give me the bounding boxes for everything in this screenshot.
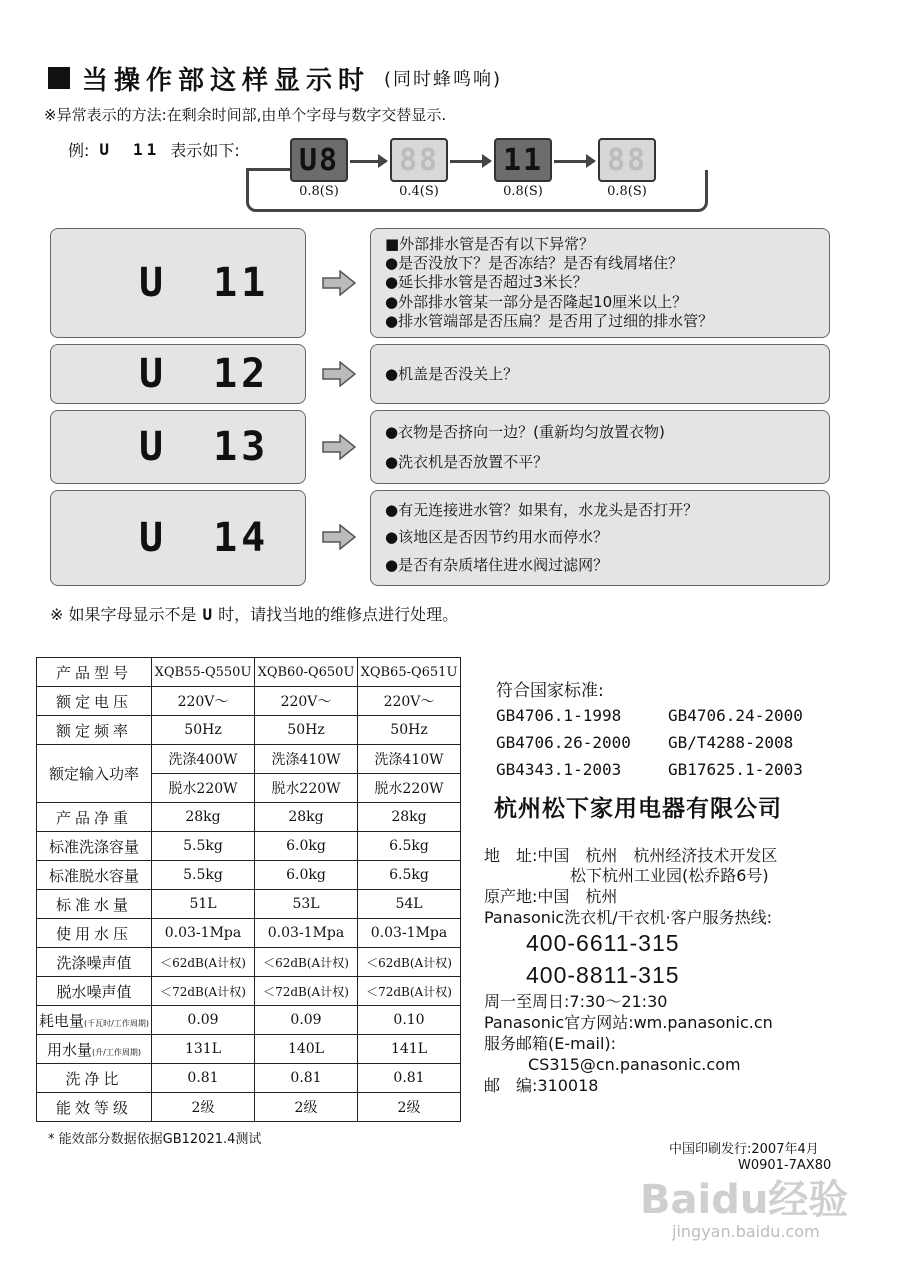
cause-line: ●是否有杂质堵住进水阀过滤网？ — [385, 555, 609, 574]
table-row — [37, 658, 461, 687]
display-step-1-time: 0.8(S) — [299, 184, 339, 199]
footnote-suffix: 时，请找当地的维修点进行处理。 — [218, 605, 459, 624]
cell-value: ＜62dB(A计权) — [152, 948, 255, 977]
print-code: W0901-7AX80 — [738, 1158, 832, 1173]
display-step-3-time: 0.8(S) — [503, 184, 543, 199]
cell-value: 洗涤410W — [358, 745, 461, 774]
table-header-label: 产品型号 — [37, 658, 152, 687]
row-label: 使用水压 — [37, 919, 152, 948]
cell-value: 28kg — [152, 803, 255, 832]
email-label: 服务邮箱(E-mail): — [484, 1034, 617, 1053]
row-label-unit: (升/工作周期) — [92, 1047, 141, 1057]
cell-value: 0.81 — [255, 1064, 358, 1093]
cell-value: 脱水220W — [152, 774, 255, 803]
cell-value: 0.09 — [255, 1006, 358, 1035]
cause-line: ●延长排水管是否超过3米长？ — [385, 273, 588, 292]
cell-value: 50Hz — [255, 716, 358, 745]
table-row — [37, 1093, 461, 1122]
table-row — [37, 977, 461, 1006]
cause-line: ●该地区是否因节约用水而停水？ — [385, 528, 609, 547]
table-row — [37, 832, 461, 861]
code-letter: U — [139, 515, 168, 561]
cell-value: 0.81 — [358, 1064, 461, 1093]
cell-value: 131L — [152, 1035, 255, 1064]
error-code-u12 — [50, 344, 306, 404]
right-arrow-icon — [322, 524, 356, 550]
example-suffix: 表示如下: — [170, 141, 240, 160]
cell-value: 0.09 — [152, 1006, 255, 1035]
cause-line: ●洗衣机是否放置不平？ — [385, 452, 549, 471]
cell-value: 2级 — [255, 1093, 358, 1122]
model-name: XQB65-Q651U — [358, 658, 461, 687]
standard-item: GB4706.26-2000 — [496, 733, 631, 752]
cell-value: ＜72dB(A计权) — [152, 977, 255, 1006]
company-name: 杭州松下家用电器有限公司 — [494, 796, 782, 822]
cell-value: 50Hz — [152, 716, 255, 745]
postcode: 邮 编:310018 — [484, 1076, 599, 1095]
error-code-u11 — [50, 228, 306, 338]
table-row — [37, 1035, 461, 1064]
energy-test-note: * 能效部分数据依据GB12021.4测试 — [48, 1132, 262, 1147]
error-u12-causes — [370, 344, 830, 404]
model-name: XQB60-Q650U — [255, 658, 358, 687]
flow-arrow-icon — [450, 160, 490, 163]
row-label: 标准脱水容量 — [37, 861, 152, 890]
spec-table — [36, 657, 461, 1122]
standard-item: GB4706.1-1998 — [496, 706, 622, 725]
row-label: 标准洗涤容量 — [37, 832, 152, 861]
page-subtitle: (同时蜂鸣响) — [384, 69, 503, 90]
email-address: CS315@cn.panasonic.com — [528, 1055, 741, 1074]
code-letter: U — [139, 260, 168, 306]
display-method-note: ※异常表示的方法:在剩余时间部,由单个字母与数字交替显示. — [44, 106, 447, 124]
print-info: 中国印刷发行:2007年4月 — [669, 1142, 819, 1157]
table-row — [37, 716, 461, 745]
table-row — [37, 745, 461, 774]
display-step-1 — [290, 138, 348, 182]
service-hours: 周一至周日:7:30～21:30 — [484, 992, 668, 1011]
cell-value: 141L — [358, 1035, 461, 1064]
cause-line: ●机盖是否没关上？ — [385, 364, 519, 383]
cell-value: 5.5kg — [152, 861, 255, 890]
error-code-u13 — [50, 410, 306, 484]
cell-value: 脱水220W — [255, 774, 358, 803]
display-step-1-text: U8 — [298, 142, 340, 178]
error-code-u14 — [50, 490, 306, 586]
hotline-number: 400-8811-315 — [526, 962, 680, 988]
row-label-text: 耗电量 — [39, 1011, 85, 1030]
right-arrow-icon — [322, 361, 356, 387]
cell-value: 6.5kg — [358, 861, 461, 890]
row-label: 额定输入功率 — [37, 745, 152, 803]
row-label — [37, 1035, 152, 1064]
flow-loop-top-line — [246, 168, 294, 171]
row-label: 能效等级 — [37, 1093, 152, 1122]
hotline-number: 400-6611-315 — [526, 930, 680, 956]
hotline-label: Panasonic洗衣机/干衣机·客户服务热线: — [484, 908, 773, 927]
cell-value: ＜72dB(A计权) — [255, 977, 358, 1006]
repair-footnote — [50, 602, 458, 625]
cell-value: 0.10 — [358, 1006, 461, 1035]
cell-value: 6.5kg — [358, 832, 461, 861]
table-row — [37, 687, 461, 716]
example-code-letter: U — [99, 140, 114, 159]
cell-value: 0.81 — [152, 1064, 255, 1093]
row-label-text: 用水量 — [47, 1040, 93, 1059]
error-u14-causes — [370, 490, 830, 586]
table-row — [37, 890, 461, 919]
cell-value: 0.03-1Mpa — [358, 919, 461, 948]
cell-value: ＜62dB(A计权) — [255, 948, 358, 977]
square-bullet-icon — [48, 67, 70, 89]
table-row — [37, 1064, 461, 1093]
section-title — [48, 60, 502, 96]
example-prefix: 例: — [68, 141, 90, 160]
cause-line: ●衣物是否挤向一边？(重新均匀放置衣物) — [385, 422, 665, 441]
row-label-unit: (千瓦时/工作周期) — [84, 1018, 149, 1028]
display-step-3 — [494, 138, 552, 182]
table-row — [37, 803, 461, 832]
cause-line: ●是否没放下？是否冻结？是否有线屑堵住？ — [385, 254, 684, 273]
standard-item: GB/T4288-2008 — [668, 733, 794, 752]
cell-value: 0.03-1Mpa — [152, 919, 255, 948]
cell-value: 脱水220W — [358, 774, 461, 803]
cell-value: 51L — [152, 890, 255, 919]
row-label: 额定电压 — [37, 687, 152, 716]
row-label: 洗涤噪声值 — [37, 948, 152, 977]
flow-arrow-icon — [350, 160, 386, 163]
display-step-2-time: 0.4(S) — [399, 184, 439, 199]
right-arrow-icon — [322, 270, 356, 296]
code-number: 14 — [213, 515, 270, 561]
display-step-4 — [598, 138, 656, 182]
footnote-prefix: ※ 如果字母显示不是 — [50, 605, 197, 624]
cell-value: 220V～ — [358, 687, 461, 716]
row-label: 产品净重 — [37, 803, 152, 832]
cell-value: 5.5kg — [152, 832, 255, 861]
cell-value: ＜62dB(A计权) — [358, 948, 461, 977]
row-label — [37, 1006, 152, 1035]
cause-line: ●有无连接进水管？如果有，水龙头是否打开？ — [385, 501, 699, 520]
standards-list — [496, 706, 848, 779]
row-label: 额定频率 — [37, 716, 152, 745]
standards-title: 符合国家标准: — [496, 681, 604, 701]
code-letter: U — [139, 351, 168, 397]
table-row — [37, 948, 461, 977]
row-label: 洗净比 — [37, 1064, 152, 1093]
cell-value: 50Hz — [358, 716, 461, 745]
display-step-3-text: 11 — [502, 142, 544, 178]
cell-value: 28kg — [358, 803, 461, 832]
table-row — [37, 861, 461, 890]
code-number: 11 — [213, 260, 270, 306]
table-row — [37, 1006, 461, 1035]
example-code-number: 11 — [133, 140, 161, 159]
standard-item: GB4706.24-2000 — [668, 706, 803, 725]
cell-value: 0.03-1Mpa — [255, 919, 358, 948]
display-step-4-time: 0.8(S) — [607, 184, 647, 199]
website: Panasonic官方网站:wm.panasonic.cn — [484, 1013, 773, 1032]
watermark-url: jingyan.baidu.com — [672, 1222, 820, 1241]
cell-value: 220V～ — [255, 687, 358, 716]
cell-value: 6.0kg — [255, 832, 358, 861]
baidu-logo-watermark: Baidu经验 — [640, 1177, 849, 1223]
standard-item: GB17625.1-2003 — [668, 760, 803, 779]
code-number: 13 — [213, 424, 270, 470]
origin: 原产地:中国 杭州 — [484, 887, 618, 906]
company-address: 地 址:中国 杭州 杭州经济技术开发区 — [484, 846, 778, 865]
example-label — [68, 138, 240, 161]
cell-value: 53L — [255, 890, 358, 919]
footnote-letter: U — [202, 605, 213, 624]
cell-value: 54L — [358, 890, 461, 919]
cell-value: 6.0kg — [255, 861, 358, 890]
row-label: 脱水噪声值 — [37, 977, 152, 1006]
cause-line: ●排水管端部是否压扁？是否用了过细的排水管？ — [385, 311, 714, 330]
cell-value: 140L — [255, 1035, 358, 1064]
company-address-line2: 松下杭州工业园(松乔路6号) — [570, 866, 769, 885]
display-step-2 — [390, 138, 448, 182]
cell-value: 洗涤400W — [152, 745, 255, 774]
row-label: 标准水量 — [37, 890, 152, 919]
error-u11-causes — [370, 228, 830, 338]
model-name: XQB55-Q550U — [152, 658, 255, 687]
cell-value: 2级 — [358, 1093, 461, 1122]
display-step-4-text: 88 — [606, 142, 648, 178]
cell-value: 28kg — [255, 803, 358, 832]
cell-value: 洗涤410W — [255, 745, 358, 774]
standard-item: GB4343.1-2003 — [496, 760, 622, 779]
cell-value: ＜72dB(A计权) — [358, 977, 461, 1006]
code-number: 12 — [213, 351, 270, 397]
flow-arrow-icon — [554, 160, 594, 163]
cell-value: 2级 — [152, 1093, 255, 1122]
error-u13-causes — [370, 410, 830, 484]
table-row — [37, 919, 461, 948]
right-arrow-icon — [322, 434, 356, 460]
cause-line: ■外部排水管是否有以下异常？ — [385, 235, 595, 254]
cell-value: 220V～ — [152, 687, 255, 716]
cause-line: ●外部排水管某一部分是否隆起10厘米以上？ — [385, 292, 688, 311]
page-title: 当操作部这样显示时 — [82, 65, 371, 96]
display-step-2-text: 88 — [398, 142, 440, 178]
code-letter: U — [139, 424, 168, 470]
